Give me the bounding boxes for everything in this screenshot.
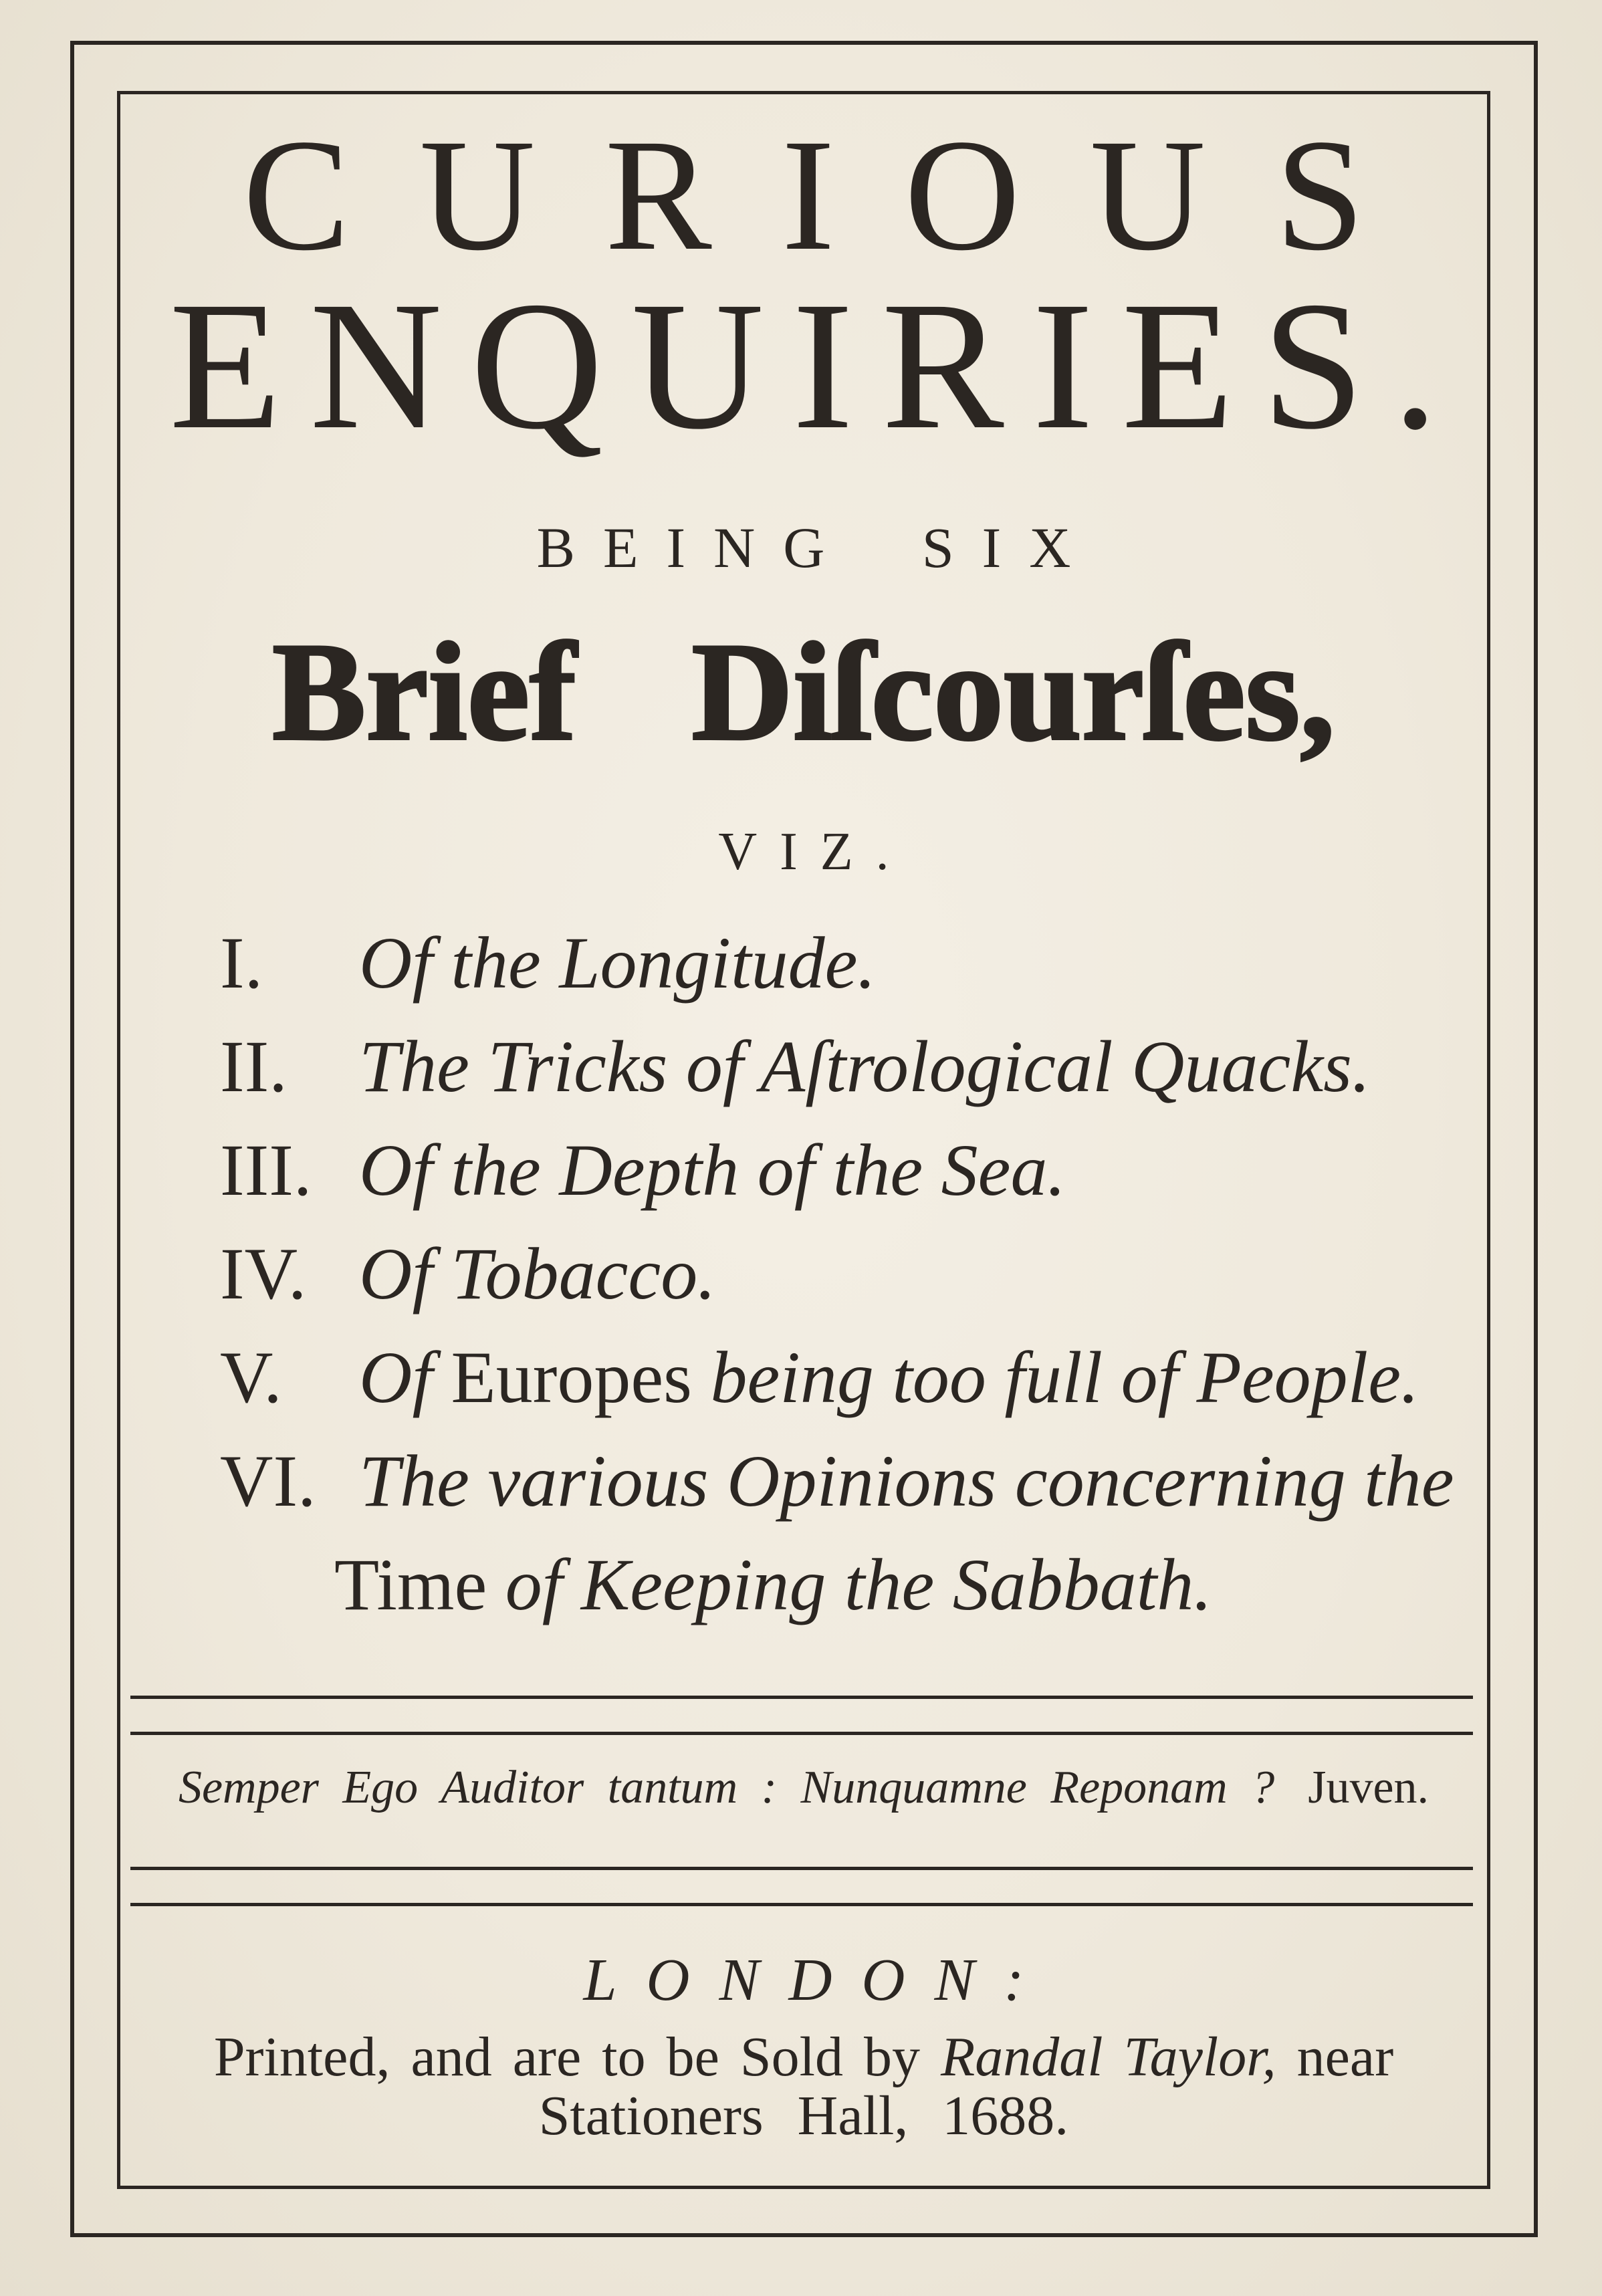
contents-text: The various Opinions concerning the (359, 1440, 1454, 1522)
title-line-enquiries: ENQUIRIES. (168, 264, 1467, 467)
contents-text: The Tricks of Aſtrological Quacks. (359, 1026, 1371, 1107)
imprint-line-1 (117, 2026, 1490, 2088)
title-line-curious: CURIOUS (243, 106, 1434, 283)
upper-double-rule-line-2 (130, 1732, 1473, 1735)
lower-double-rule-line-2 (130, 1903, 1473, 1906)
contents-item-6-continuation (0, 1533, 1602, 1637)
contents-item-4 (0, 1222, 1602, 1326)
contents-numeral: II. (220, 1026, 288, 1107)
imprint-printer: Randal Taylor, (940, 2026, 1276, 2088)
contents-item-6 (0, 1429, 1602, 1533)
contents-item-5 (0, 1326, 1602, 1429)
contents-item-1 (0, 911, 1602, 1015)
contents-text: Of Tobacco. (359, 1233, 716, 1314)
contents-text-after: being too full of People. (710, 1337, 1419, 1418)
imprint-place: LONDON: (583, 1947, 1054, 2013)
motto-source: Juven. (1308, 1762, 1429, 1813)
contents-text-roman: Europes (451, 1337, 692, 1418)
motto (117, 1764, 1490, 1811)
contents-text: Of the Longitude. (359, 922, 877, 1004)
contents-continuation-text: of Keeping the Sabbath. (505, 1544, 1212, 1625)
contents-text (359, 1326, 1419, 1429)
upper-double-rule-line-1 (130, 1696, 1473, 1699)
contents-numeral: VI. (220, 1440, 316, 1522)
subtitle-being-six: BEING SIX (536, 515, 1099, 580)
motto-quote: Semper Ego Auditor tantum : Nunquamne Reponam ? (178, 1762, 1275, 1813)
subtitle-viz: VIZ. (718, 822, 912, 881)
contents-numeral: III. (220, 1129, 312, 1211)
contents-item-3 (0, 1119, 1602, 1222)
contents-numeral: IV. (220, 1233, 307, 1314)
imprint-line-1-pre: Printed, and are to be Sold by (213, 2026, 920, 2088)
contents-text: Of the Depth of the Sea. (359, 1129, 1066, 1211)
contents-text-before: Of (359, 1337, 433, 1418)
subtitle-brief-discourses: Brief Diſcourſes, (272, 614, 1335, 770)
imprint-line-1-post: near (1296, 2026, 1394, 2088)
contents-numeral: V. (220, 1337, 282, 1418)
contents-numeral: I. (220, 922, 263, 1004)
contents-continuation-roman: Time (334, 1544, 487, 1625)
contents-item-2 (0, 1015, 1602, 1119)
imprint-line-2: Stationers Hall, 1688. (538, 2085, 1069, 2147)
lower-double-rule-line-1 (130, 1867, 1473, 1870)
contents-continuation (334, 1533, 1212, 1637)
